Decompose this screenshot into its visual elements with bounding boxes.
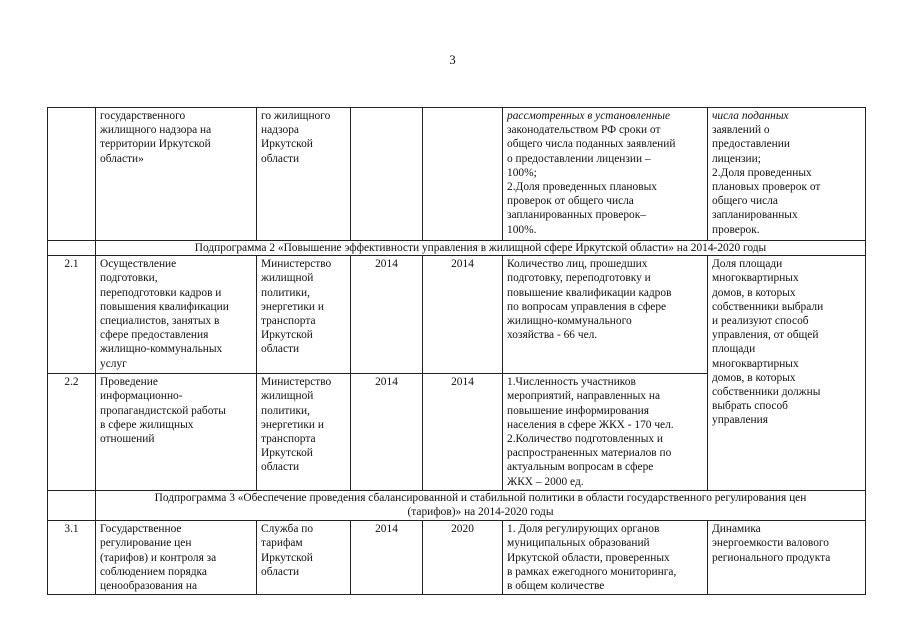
cell-end-year: 2020 <box>423 521 503 595</box>
text-line: жилищно-коммунального <box>507 315 632 328</box>
text-line: отношений <box>100 433 155 446</box>
text-line: территории Иркутской <box>100 138 211 151</box>
subprogram-3-title <box>96 491 866 521</box>
text-line: государственного <box>100 110 186 122</box>
cell-indicators <box>503 108 708 241</box>
text-line: рассмотренных в установленные <box>507 110 670 122</box>
text-line: области <box>261 461 300 474</box>
text-line: проверок от общего числа <box>507 195 634 208</box>
text-line: актуальным вопросам в сфере <box>507 461 654 474</box>
table-row-2-1 <box>48 256 866 374</box>
row-number: 3.1 <box>48 521 96 595</box>
text-line: Иркутской <box>261 138 313 151</box>
text-line: домов, в которых <box>712 286 796 299</box>
text-line: регионального продукта <box>712 551 831 564</box>
text-line: сфере предоставления <box>100 329 209 342</box>
text-line: области <box>261 565 300 578</box>
text-line: Служба по <box>261 523 314 536</box>
text-line: о предоставлении лицензии – <box>507 152 651 165</box>
text-line: 2.Количество подготовленных и <box>507 433 664 446</box>
subprogram-2-row <box>48 241 866 256</box>
text-line: Динамика <box>712 523 761 536</box>
cell-start-year: 2014 <box>351 374 423 491</box>
text-line: транспорта <box>261 433 316 446</box>
text-line: пропагандистской работы <box>100 404 226 417</box>
text-line: энергетики и <box>261 300 324 313</box>
cell-start-year: 2014 <box>351 521 423 595</box>
page-number: 3 <box>449 52 456 67</box>
text-line: жилищного надзора на <box>100 124 212 137</box>
cell-num-empty <box>48 241 96 256</box>
text-line: жилищной <box>261 390 314 403</box>
text-line: области <box>261 343 300 356</box>
cell-goals <box>708 521 866 595</box>
cell-executor <box>257 521 351 595</box>
text-line: области <box>261 152 300 165</box>
cell-indicators <box>503 521 708 595</box>
text-line: предоставлении <box>712 138 790 151</box>
text-line: и реализуют способ <box>712 315 809 328</box>
text-line: повышение квалификации кадров <box>507 286 672 299</box>
cell-event <box>96 521 257 595</box>
text-line: тарифам <box>261 537 303 550</box>
text-line: Проведение <box>100 376 158 389</box>
text-line: собственники должны <box>712 386 821 399</box>
text-line: собственники выбрали <box>712 300 824 313</box>
text-line: услуг <box>100 357 127 370</box>
cell-end-empty <box>423 108 503 241</box>
text-line: (тарифов)» на 2014-2020 годы <box>407 506 554 519</box>
text-line: Доля площади <box>712 258 783 271</box>
text-line: 100%. <box>507 223 537 236</box>
text-line: повышения квалификации <box>100 300 229 313</box>
text-line: подготовку, переподготовку и <box>507 272 651 285</box>
table-row-3-1 <box>48 521 866 595</box>
table-row-continued <box>48 108 866 241</box>
text-line: общего числа поданных заявлений <box>507 138 676 151</box>
text-line: (тарифов) и контроля за <box>100 551 217 564</box>
text-line: надзора <box>261 124 299 137</box>
text-line: хозяйства - 66 чел. <box>507 329 598 342</box>
text-line: политики, <box>261 286 310 299</box>
text-line: 2.Доля проведенных плановых <box>507 181 657 194</box>
text-line: в сфере жилищных <box>100 418 194 431</box>
text-line: энергетики и <box>261 418 324 431</box>
text-line: переподготовки кадров и <box>100 286 222 299</box>
text-line: 2.Доля проведенных <box>712 166 812 179</box>
text-line: законодательством РФ сроки от <box>507 124 661 137</box>
cell-num-empty <box>48 491 96 521</box>
cell-goals <box>708 108 866 241</box>
text-line: многоквартирных <box>712 357 799 370</box>
text-line: выбрать способ <box>712 400 788 413</box>
cell-indicators <box>503 374 708 491</box>
text-line: жилищно-коммунальных <box>100 343 223 356</box>
text-line: лицензии; <box>712 152 761 165</box>
cell-indicators <box>503 256 708 374</box>
text-line: Количество лиц, прошедших <box>507 258 648 271</box>
text-line: соблюдением порядка <box>100 565 207 578</box>
text-line: многоквартирных <box>712 272 799 285</box>
text-line: муниципальных образований <box>507 537 650 550</box>
text-line: Министерство <box>261 258 332 271</box>
text-line: плановых проверок от <box>712 181 821 194</box>
text-line: жилищной <box>261 272 314 285</box>
text-line: ценообразования на <box>100 580 198 593</box>
text-line: Иркутской <box>261 329 313 342</box>
row-number: 2.1 <box>48 256 96 374</box>
text-line: распространенных материалов по <box>507 447 672 460</box>
text-line: числа поданных <box>712 110 789 122</box>
text-line: го жилищного <box>261 110 331 122</box>
text-line: запланированных проверок– <box>507 209 646 222</box>
text-line: Осуществление <box>100 258 177 271</box>
text-line: запланированных <box>712 209 798 222</box>
cell-num-empty <box>48 108 96 241</box>
cell-event <box>96 256 257 374</box>
text-line: управления, от общей <box>712 329 819 342</box>
text-line: площади <box>712 343 756 356</box>
text-line: Иркутской <box>261 447 313 460</box>
text-line: общего числа <box>712 195 778 208</box>
text-line: в рамках ежегодного мониторинга, <box>507 565 677 578</box>
subprogram-3-row <box>48 491 866 521</box>
text-line: подготовки, <box>100 272 158 285</box>
cell-end-year: 2014 <box>423 256 503 374</box>
cell-goals-merged <box>708 256 866 491</box>
cell-event <box>96 108 257 241</box>
text-line: 1. Доля регулирующих органов <box>507 523 660 536</box>
text-line: в общем количестве <box>507 580 605 593</box>
text-line: регулирование цен <box>100 537 192 550</box>
row-number: 2.2 <box>48 374 96 491</box>
text-line: управления <box>712 414 768 427</box>
text-line: Иркутской <box>261 551 313 564</box>
cell-executor <box>257 108 351 241</box>
cell-executor <box>257 256 351 374</box>
text-line: домов, в которых <box>712 371 796 384</box>
text-line: Государственное <box>100 523 182 536</box>
program-table <box>47 107 866 595</box>
cell-event <box>96 374 257 491</box>
subprogram-2-title: Подпрограмма 2 «Повышение эффективности управления в жилищной сфере Иркутской области» на 2014-2020 годы <box>96 241 866 256</box>
text-line: области» <box>100 152 144 165</box>
text-line: проверок. <box>712 223 760 236</box>
cell-end-year: 2014 <box>423 374 503 491</box>
text-line: повышение информирования <box>507 404 649 417</box>
text-line: 100%; <box>507 166 537 179</box>
text-line: по вопросам управления в сфере <box>507 300 667 313</box>
cell-start-year: 2014 <box>351 256 423 374</box>
cell-start-empty <box>351 108 423 241</box>
text-line: 1.Численность участников <box>507 376 636 389</box>
text-line: мероприятий, направленных на <box>507 390 661 403</box>
text-line: политики, <box>261 404 310 417</box>
text-line: энергоемкости валового <box>712 537 829 550</box>
text-line: транспорта <box>261 315 316 328</box>
text-line: ЖКХ – 2000 ед. <box>507 475 584 488</box>
text-line: заявлений о <box>712 124 770 137</box>
text-line: специалистов, занятых в <box>100 315 220 328</box>
text-line: Подпрограмма 3 «Обеспечение проведения сбалансированной и стабильной политики в области государственного регулирования цен <box>154 492 807 505</box>
cell-executor <box>257 374 351 491</box>
text-line: населения в сфере ЖКХ - 170 чел. <box>507 418 674 431</box>
text-line: Иркутской области, проверенных <box>507 551 670 564</box>
text-line: информационно- <box>100 390 183 403</box>
text-line: Министерство <box>261 376 332 389</box>
